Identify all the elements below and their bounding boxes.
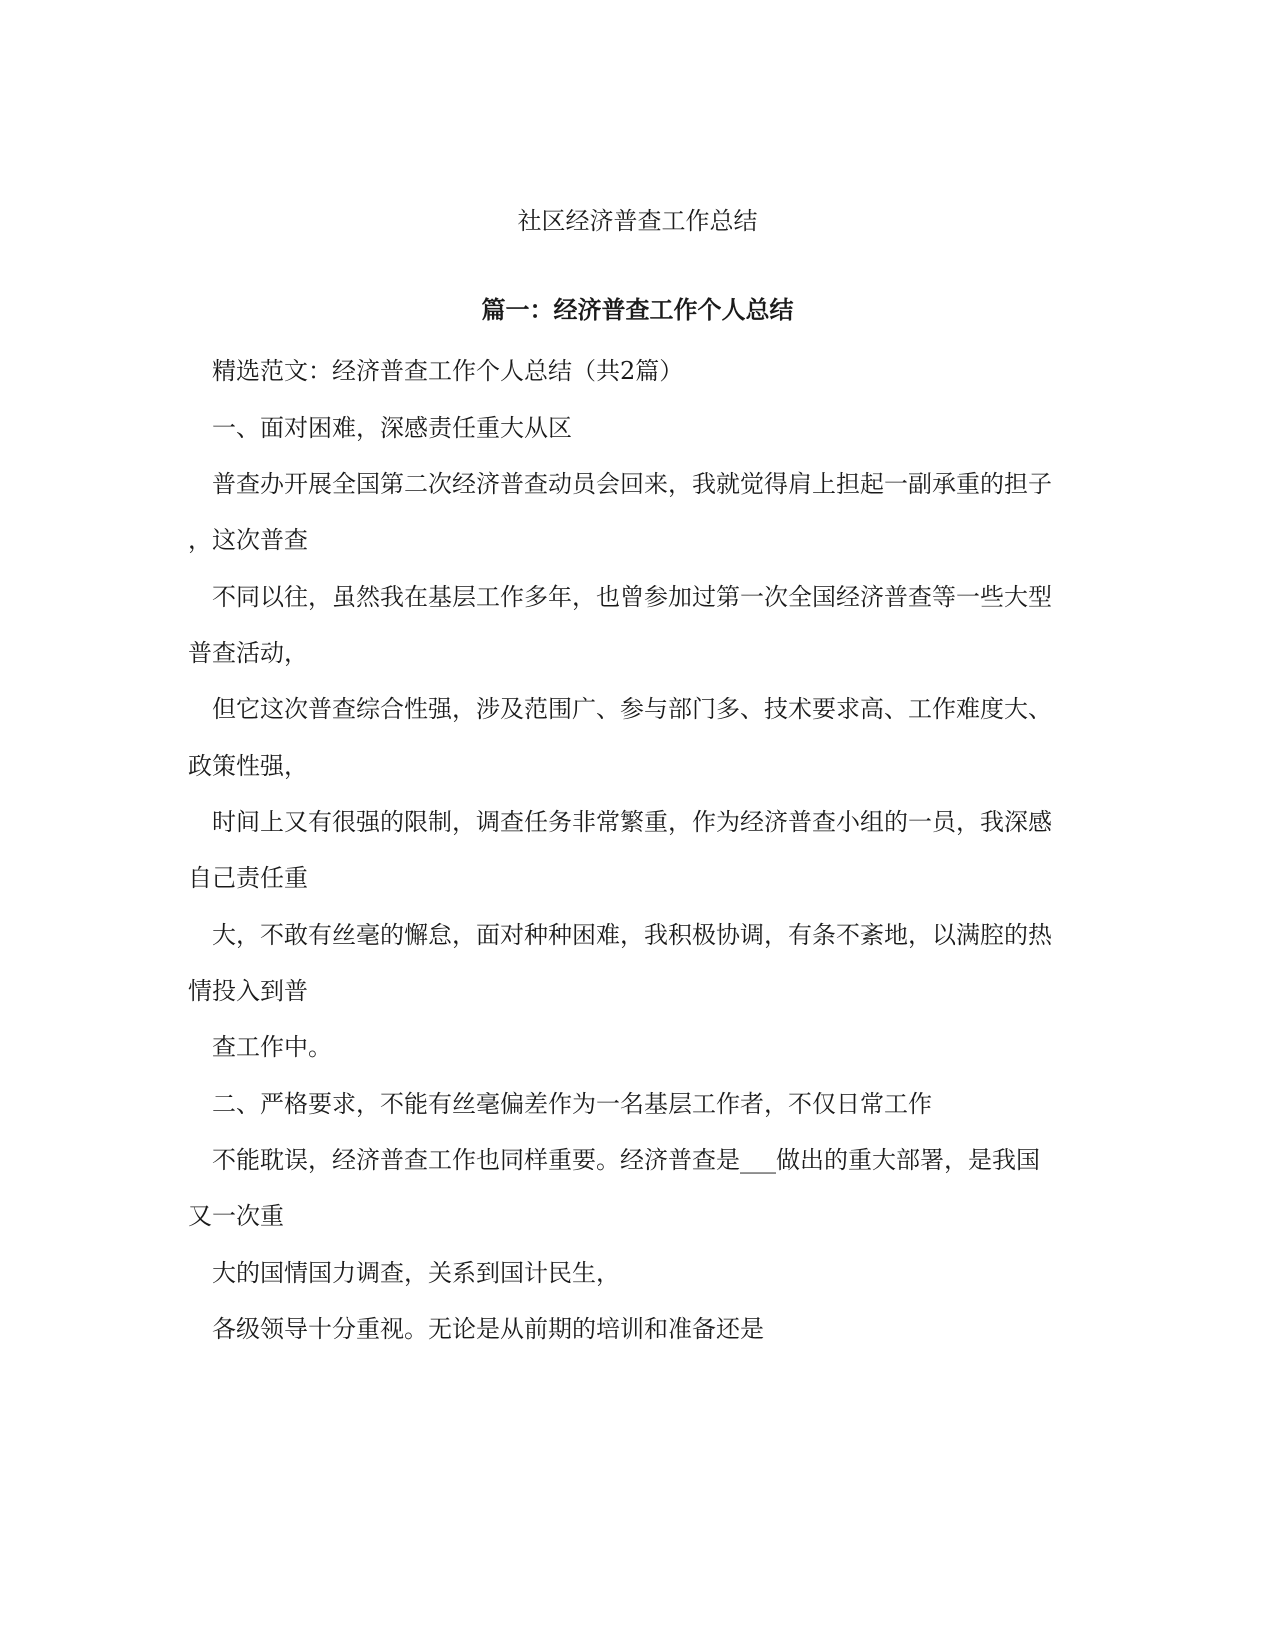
paragraph-line: 不同以往，虽然我在基层工作多年，也曾参加过第一次全国经济普查等一些大型 [212, 583, 1052, 611]
paragraph-line: 普查活动， [188, 639, 308, 667]
paragraph-line: 情投入到普 [188, 977, 308, 1005]
paragraph-line: ，这次普查 [188, 526, 308, 554]
paragraph-line: 各级领导十分重视。无论是从前期的培训和准备还是 [212, 1315, 764, 1343]
paragraph-line: 时间上又有很强的限制，调查任务非常繁重，作为经济普查小组的一员，我深感 [212, 808, 1052, 836]
paragraph-line: 普查办开展全国第二次经济普查动员会回来，我就觉得肩上担起一副承重的担子 [212, 470, 1052, 498]
paragraph-line: 政策性强， [188, 752, 308, 780]
paragraph-line: 但它这次普查综合性强，涉及范围广、参与部门多、技术要求高、工作难度大、 [212, 695, 1052, 723]
paragraph-line: 大，不敢有丝毫的懈怠，面对种种困难，我积极协调，有条不紊地，以满腔的热 [212, 921, 1052, 949]
paragraph-line: 精选范文：经济普查工作个人总结（共2篇） [212, 357, 684, 385]
paragraph-line: 一、面对困难，深感责任重大从区 [212, 414, 572, 442]
paragraph-line: 又一次重 [188, 1202, 284, 1230]
paragraph-line: 二、严格要求，不能有丝毫偏差作为一名基层工作者，不仅日常工作 [212, 1090, 932, 1118]
document-title: 社区经济普查工作总结 [517, 207, 758, 235]
paragraph-line: 自己责任重 [188, 864, 308, 892]
paragraph-line: 查工作中。 [212, 1033, 332, 1061]
section-heading: 篇一：经济普查工作个人总结 [481, 295, 794, 324]
paragraph-line: 大的国情国力调查，关系到国计民生， [212, 1259, 620, 1287]
paragraph-line: 不能耽误，经济普查工作也同样重要。经济普查是___做出的重大部署，是我国 [212, 1146, 1040, 1174]
